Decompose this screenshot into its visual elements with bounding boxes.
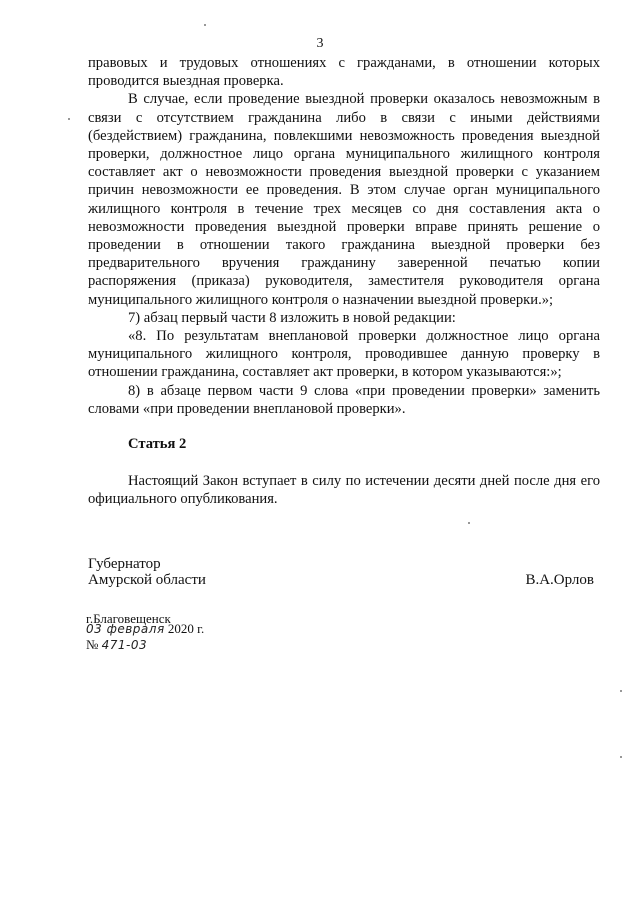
scan-speck [68, 118, 70, 120]
scan-speck [620, 690, 622, 692]
closing-paragraph: Настоящий Закон вступает в силу по истечении десяти дней после дня его официального опубликования. [88, 473, 600, 508]
handwritten-date: 03 февраля [86, 622, 165, 636]
signatory-name: В.А.Орлов [525, 572, 594, 588]
paragraph-continuation: правовых и трудовых отношениях с гражданами, в отношении которых проводится выездная проверка. [88, 55, 600, 90]
signatory-title-line1: Губернатор [88, 556, 161, 572]
paragraph-impossible-inspection: В случае, если проведение выездной проверки оказалось невозможным в связи с отсутствием гражданина либо в связи с иными действиями (бездействием) гражданина, повлекшими невозможность проведения выездной проверки, должностное лицо органа муниципального жилищного контроля составляет акт о невозможности проведения выездной проверки с указанием причин невозможности ее проведения. В этом случае орган муниципального жилищного контроля в течение трех месяцев со дня составления акта о невозможности проведения выездной проверки вправе принять решение о проведении в отношении такого гражданина выездной проверки без предварительного вручения гражданину заверенной печатью копии распоряжения (приказа) руководителя, заместителя руководителя органа муниципального жилищного контроля о назначении выездной проверки.»; [88, 91, 600, 308]
scan-speck [620, 756, 622, 758]
scan-speck [204, 24, 206, 26]
signatory-title [88, 556, 206, 588]
article-heading: Статья 2 [128, 436, 187, 452]
number-sign: № [86, 637, 99, 652]
city-name: г.Благовещенск [86, 611, 171, 626]
paragraph-item-7: 7) абзац первый части 8 изложить в новой редакции: [128, 309, 456, 326]
paragraph-part-8: «8. По результатам внеплановой проверки должностное лицо органа муниципального жилищного контроля, проводившее данную проверку в отношении гражданина, составляет акт проверки, в котором указываются:»; [88, 328, 600, 381]
law-number-line [86, 637, 147, 653]
signatory-title-line2: Амурской области [88, 572, 206, 588]
paragraph-item-8: 8) в абзаце первом части 9 слова «при проведении проверки» заменить словами «при проведении внеплановой проверки». [88, 382, 600, 417]
page-number: 3 [316, 36, 324, 51]
date-line [86, 621, 204, 637]
date-year: 2020 г. [167, 621, 205, 636]
document-body [88, 54, 600, 418]
handwritten-number: 471-03 [101, 638, 148, 652]
scan-speck [468, 522, 470, 524]
